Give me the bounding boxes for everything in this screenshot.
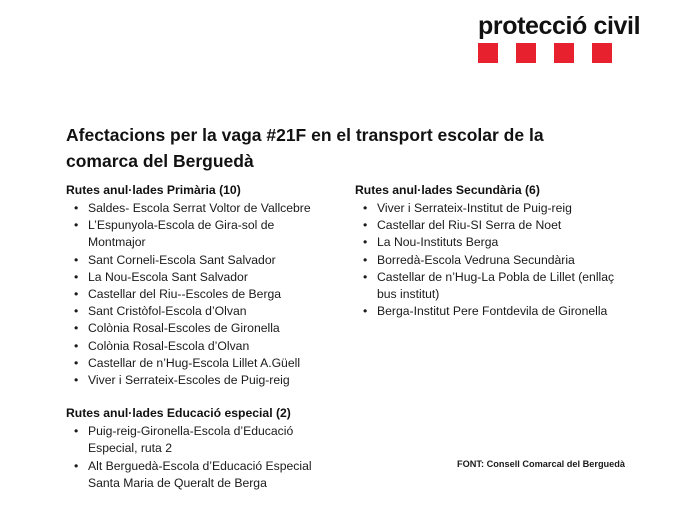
section-heading-primaria: Rutes anul·lades Primària (10): [66, 183, 241, 197]
bullet-icon: •: [363, 201, 368, 215]
left-column: [66, 182, 328, 492]
list-item: [66, 423, 328, 457]
list-item: [355, 200, 630, 217]
list-item: [66, 286, 328, 303]
list-item-label: Borredà-Escola Vedruna Secundària: [377, 252, 575, 267]
list-item-label: Viver i Serrateix-Escoles de Puig-reig: [88, 373, 290, 388]
bullet-icon: •: [74, 321, 79, 336]
list-item: [355, 303, 630, 320]
list-item: [66, 458, 328, 492]
section-primaria: [66, 182, 328, 389]
bullet-icon: •: [74, 458, 79, 473]
list-item-label: Sant Corneli-Escola Sant Salvador: [88, 252, 276, 267]
bullet-icon: •: [363, 235, 368, 250]
route-list-secundaria: [355, 200, 630, 320]
list-item-label: Castellar de n’Hug-La Pobla de Lillet (enllaç bus institut): [377, 269, 615, 302]
list-item: [355, 217, 630, 234]
bullet-icon: •: [74, 304, 79, 319]
bullet-icon: •: [363, 252, 368, 267]
section-secundaria: [355, 182, 630, 320]
section-educacio-especial: [66, 405, 328, 492]
logo-square-2: [516, 43, 536, 63]
list-item-label: Castellar del Riu--Escoles de Berga: [88, 287, 282, 302]
bullet-icon: •: [74, 252, 79, 267]
source-credit: FONT: Consell Comarcal del Berguedà: [457, 459, 625, 469]
list-item: [66, 372, 328, 389]
list-item: [66, 320, 328, 337]
list-item: [66, 252, 328, 269]
logo-wordmark: protecció civil: [478, 12, 641, 40]
bullet-icon: •: [74, 424, 79, 439]
list-item-label: L’Espunyola-Escola de Gira-sol de Montmajor: [88, 218, 275, 250]
bullet-icon: •: [74, 201, 79, 215]
logo-square-3: [554, 43, 574, 63]
list-item: [355, 252, 630, 269]
list-item-label: Colònia Rosal-Escoles de Gironella: [88, 321, 280, 336]
list-item: [66, 303, 328, 320]
list-item-label: La Nou-Instituts Berga: [377, 235, 499, 250]
bullet-icon: •: [74, 269, 79, 284]
list-item-label: Castellar del Riu-SI Serra de Noet: [377, 218, 562, 233]
protecció-civil-logo: [478, 12, 643, 63]
list-item-label: Alt Berguedà-Escola d’Educació Especial Santa Maria de Queralt de Berga: [88, 458, 312, 490]
list-item-label: La Nou-Escola Sant Salvador: [88, 269, 248, 284]
list-item: [66, 355, 328, 372]
list-item: [66, 217, 328, 251]
logo-square-4: [592, 43, 612, 63]
list-item-label: Puig-reig-Gironella-Escola d’Educació Especial, ruta 2: [88, 424, 294, 456]
section-heading-secundaria: Rutes anul·lades Secundària (6): [355, 183, 540, 197]
bullet-icon: •: [74, 338, 79, 353]
bullet-icon: •: [363, 218, 368, 233]
list-item-label: Colònia Rosal-Escola d’Olvan: [88, 338, 250, 353]
list-item-label: Saldes- Escola Serrat Voltor de Vallcebre: [88, 201, 311, 215]
list-item-label: Castellar de n’Hug-Escola Lillet A.Güell: [88, 355, 301, 370]
list-item-label: Sant Cristòfol-Escola d’Olvan: [88, 304, 247, 319]
route-list-primaria: [66, 200, 328, 389]
list-item: [355, 234, 630, 251]
list-item: [66, 269, 328, 286]
section-heading-educacio-especial: Rutes anul·lades Educació especial (2): [66, 406, 291, 421]
page-title: Afectacions per la vaga #21F en el transport escolar de la comarca del Berguedà: [66, 124, 544, 171]
bullet-icon: •: [74, 218, 79, 233]
bullet-icon: •: [363, 304, 368, 319]
bullet-icon: •: [74, 373, 79, 388]
logo-square-1: [478, 43, 498, 63]
bullet-icon: •: [74, 355, 79, 370]
list-item: [66, 200, 328, 217]
section-spacer: [66, 389, 328, 405]
logo-squares: [478, 43, 643, 63]
list-item: [66, 338, 328, 355]
list-item: [355, 269, 630, 303]
list-item-label: Viver i Serrateix-Institut de Puig-reig: [377, 201, 572, 215]
bullet-icon: •: [363, 269, 368, 284]
bullet-icon: •: [74, 287, 79, 302]
right-column: [355, 182, 630, 320]
list-item-label: Berga-Institut Pere Fontdevila de Gironella: [377, 304, 608, 319]
route-list-educacio-especial: [66, 423, 328, 492]
